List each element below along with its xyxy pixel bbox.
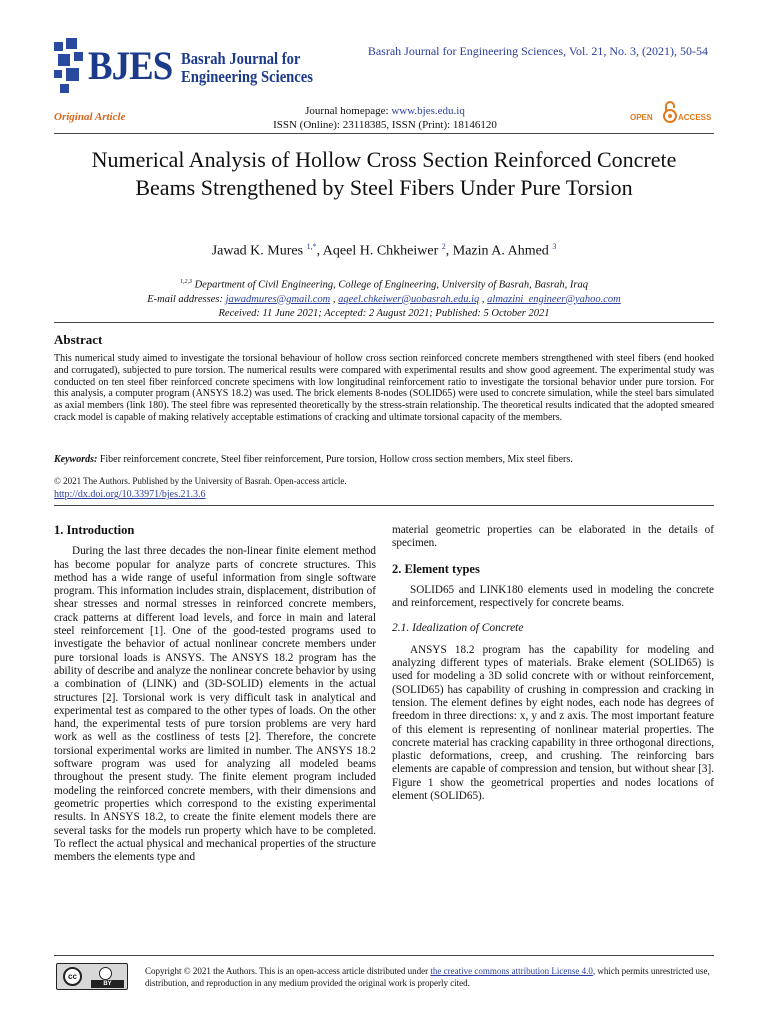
paper-title: Numerical Analysis of Hollow Cross Section Reinforced Concrete Beams Strengthened by Steel Fibers Under Pure Torsion (91, 147, 677, 200)
affiliation-text: Department of Civil Engineering, College of Engineering, University of Basrah, Basrah, Iraq (191, 279, 589, 291)
left-column (54, 524, 376, 864)
logo-wordmark: BJES (88, 43, 173, 88)
logo-square-icon (66, 38, 77, 49)
email-line: E-mail addresses: jawadmures@gmail.com , aqeel.chkeiwer@uobasrah.edu.iq , almazini_engineer@yahoo.com (147, 293, 621, 305)
logo-square-icon (58, 54, 70, 66)
logo-square-icon (66, 68, 79, 81)
footer-license-text: Copyright © 2021 the Authors. This is an open-access article distributed under the creative commons attribution License 4.0, which permits unrestricted use, distribution, and reproduction in any medium provided the original work is properly cited. (145, 966, 710, 988)
cc-by-license-badge[interactable] (56, 963, 128, 990)
open-lock-icon (663, 100, 677, 124)
logo-square-icon (54, 70, 62, 78)
publication-dates: Received: 11 June 2021; Accepted: 2 August 2021; Published: 5 October 2021 (218, 307, 550, 319)
right-column (392, 524, 714, 803)
cc-icon: cc (63, 967, 82, 986)
copyright-notice: © 2021 The Authors. Published by the University of Basrah. Open-access article. (54, 476, 347, 486)
homepage-link[interactable]: www.bjes.edu.iq (391, 105, 465, 117)
abstract-heading: Abstract (54, 332, 103, 347)
issn-text: ISSN (Online): 23118385, ISSN (Print): 18146120 (273, 119, 497, 131)
affiliation-block (54, 275, 714, 321)
email-link[interactable]: jawadmures@gmail.com (225, 293, 331, 305)
keywords-label: Keywords: (54, 454, 98, 465)
homepage-label: Journal homepage: (305, 105, 389, 117)
author-list (54, 242, 714, 260)
element-types-heading: 2. Element types (392, 561, 480, 576)
author-name: Aqeel H. Chkheiwer (322, 243, 442, 259)
open-access-badge (628, 98, 712, 128)
journal-citation: Basrah Journal for Engineering Sciences, Vol. 21, No. 3, (2021), 50-54 (367, 44, 708, 58)
email-link[interactable]: almazini_engineer@yahoo.com (487, 293, 621, 305)
author-superscript: 3 (552, 242, 557, 251)
email-link[interactable]: aqeel.chkeiwer@uobasrah.edu.iq (338, 293, 480, 305)
by-label: BY (91, 980, 124, 988)
journal-homepage-block (250, 104, 520, 132)
author-superscript: 1,* (306, 242, 317, 251)
introduction-heading: 1. Introduction (54, 523, 135, 537)
element-types-paragraph: SOLID65 and LINK180 elements used in modeling the concrete and reinforcement, respectively for concrete beams. (392, 583, 714, 610)
attribution-person-icon (99, 967, 112, 980)
continued-paragraph: material geometric properties can be elaborated in the details of specimen. (392, 524, 714, 550)
author-separator: , (445, 243, 453, 259)
logo-square-icon (54, 42, 63, 51)
affiliation-superscript: 1,2,3 (179, 279, 192, 285)
keywords-line (54, 454, 714, 465)
author-name: Mazin A. Ahmed (452, 243, 553, 259)
abstract-text: This numerical study aimed to investigate the torsional behaviour of hollow cross section reinforced concrete members strengthened with steel fibers (end hooked and corrugated), subjected to pure torsion. The numerical results were compared with experimental results and show good agreement. The experimental study was conducted on ten steel fiber reinforced concrete specimens with low longitudinal reinforcement ratio to investigate the torsional behavior under pure torsion. For this analysis, a computer program (ANSYS 18.2) was used. The brick elements 8-nodes (SOLID65) were used to concrete simulation, while the steel bars simulated as axial members (link 180). The steel fibre was represented theoretically by the stress-strain relationship. The theoretical results indicated that the adopted smeared crack model is capable of making relatively acceptable estimations of cracking and ultimate torsional capacity of the members. (54, 353, 714, 423)
author-superscript: 2 (441, 242, 446, 251)
footer-divider (54, 955, 714, 956)
doi-divider (54, 505, 714, 506)
logo-journal-name: Basrah Journal for Engineering Sciences (181, 49, 313, 86)
logo-square-icon (60, 84, 69, 93)
author-separator: , (316, 243, 323, 259)
keywords-text: Fiber reinforcement concrete, Steel fiber reinforcement, Pure torsion, Hollow cross section members, Mix steel fibers. (97, 454, 573, 465)
license-link[interactable]: the creative commons attribution License 4.0 (430, 966, 593, 976)
doi-link[interactable]: http://dx.doi.org/10.33971/bjes.21.3.6 (54, 489, 206, 500)
journal-logo (54, 38, 314, 98)
article-type-label: Original Article (54, 111, 126, 123)
email-separator: , (479, 293, 488, 305)
introduction-paragraph: During the last three decades the non-linear finite element method has become popular for analyze parts of concrete structures. This method has a wide range of useful information from single software program. This information includes strain, displacement, distribution of shear stresses and normal stresses in reinforced concrete members, crack patterns at different load levels, and force in main and lateral steel reinforcement [1]. One of the good-tested programs used to investigate the behavior of actual nonlinear concrete members under pure torsional loads is ANSYS. The ANSYS 18.2 program has the ability of describe and analyze the nonlinear concrete behavior by using a combination of (LINK) and (3D-SOLID) elements in the actual structures [2]. Torsional work is very difficult task in analytical and experimental test as compared to the other types of loads. On the other hand, the experimental tests of pure torsion problems are very hard work as well as the costliness of tests [2]. Therefore, the concrete torsional experimental works are limited in number. The ANSYS 18.2 software program was used for analyzing all modeled beams throughout the present study. The finite element program included modeling the reinforced concrete members, with their dimensions and geometric properties which correspond to the existing experimental results. In ANSYS 18.2, to create the finite element models there are several tasks for the models run property which have to be completed. To reflect the actual physical and mechanical properties of the structure members the elements type and (54, 545, 376, 864)
logo-square-icon (74, 52, 83, 61)
open-access-access-label: ACCESS (678, 113, 712, 122)
email-separator: , (330, 293, 339, 305)
idealization-paragraph: ANSYS 18.2 program has the capability for modeling and analyzing different types of materials. Brake element (SOLID65) is used for modeling a 3D solid concrete with or without reinforcement, (SOLID65) has capability of crushing in compression and cracking in tension. The element defines by eight nodes, each node has degrees of freedom in three directions: x, y and z axis. The most important feature of this element is representing of nonlinear material properties. The concrete material has cracking capability in three orthogonal directions, plastic deformations, creep, and crushing. The reinforcing bars elements are capable of compression and tension, but without shear [3]. Figure 1 show the geometrical properties and nodes locations of element (SOLID65). (392, 643, 714, 803)
abstract-divider (54, 322, 714, 323)
header-divider (54, 133, 714, 134)
idealization-heading: 2.1. Idealization of Concrete (392, 622, 524, 635)
author-name: Jawad K. Mures (211, 243, 307, 259)
open-access-open-label: OPEN (630, 113, 653, 122)
